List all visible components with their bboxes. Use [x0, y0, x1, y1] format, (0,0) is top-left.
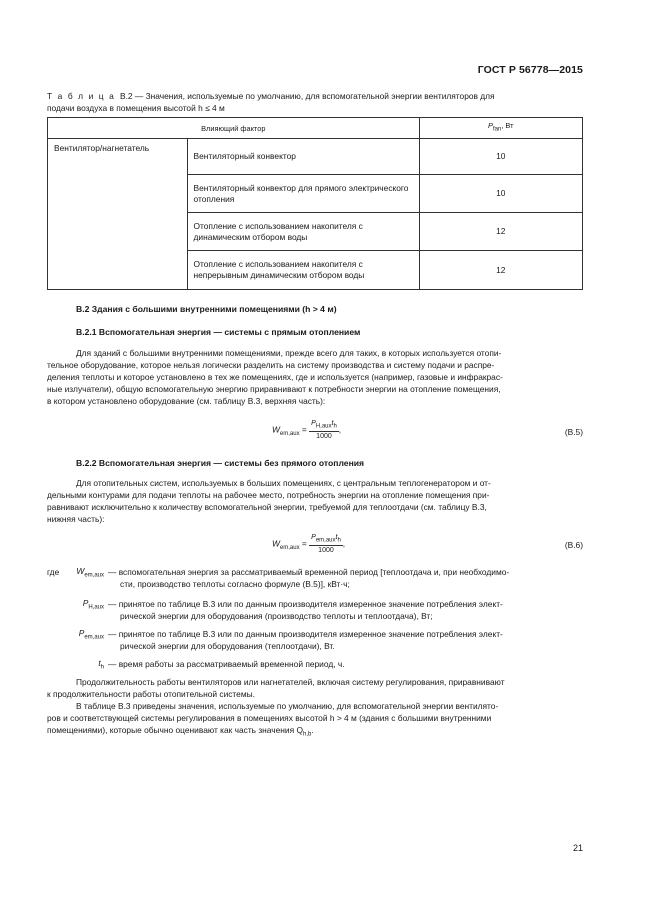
def-symbol-th: $t_h$: [98, 658, 104, 671]
table-caption-line1: В.2 — Значения, используемые по умолчанию, для вспомогательной энергии вентиляторов для: [120, 91, 495, 101]
section-b21-title: В.2.1 Вспомогательная энергия — системы с прямым отоплением: [76, 327, 361, 337]
default-values-table: [47, 117, 583, 290]
header-factor: Влияющий фактор: [48, 118, 420, 139]
section-b22-paragraph: Для отопительных систем, используемых в больших помещениях, с центральным теплогенератором и от- дельными контурами для подачи теплоты на рабочее место, потребность энергии на отопление помещения при- равнивают исключительно к количеству вспомогательной энергии, требуемой для теплоотдачи (см. таблицу В.3, нижняя часть):: [47, 478, 491, 524]
def-symbol-pem: $P_{em,aux}$: [78, 628, 104, 641]
def-text-w: — вспомогательная энергия за рассматриваемый временной период [теплоотдача и, при необходимо- сти, производство теплоты согласно формуле (В.5)], кВт·ч;: [108, 567, 510, 589]
table-caption-prefix: Т а б л и ц а: [47, 91, 116, 101]
table-caption: [47, 90, 583, 114]
def-text-ph: — принятое по таблице В.3 или по данным производителя измеренное значение потребления элект- рической энергии для оборудования (производство теплоты и теплоотдача), Вт;: [108, 599, 503, 621]
closing-paragraph-1: Продолжительность работы вентиляторов или нагнетателей, включая систему регулирования, приравнивают к продолжительности работы отопительной системы.: [47, 677, 505, 699]
definitions-where: где: [47, 567, 60, 577]
standard-header: ГОСТ Р 56778—2015: [477, 64, 583, 76]
table-row: [48, 139, 583, 175]
table-caption-line2: подачи воздуха в помещения высотой h ≤ 4 м: [47, 103, 225, 113]
header-power: $P_{fan}$, Вт: [419, 118, 582, 139]
factor-cell: Вентиляторный конвектор для прямого электрического отопления: [187, 175, 419, 213]
factor-cell: Отопление с использованием накопителя с динамическим отбором воды: [187, 213, 419, 251]
section-b2-title: В.2 Здания с большими внутренними помещениями (h > 4 м): [76, 304, 337, 314]
table-header-row: [48, 118, 583, 139]
group-label: Вентилятор/нагнетатель: [48, 139, 188, 290]
section-b22-title: В.2.2 Вспомогательная энергия — системы без прямого отопления: [76, 458, 365, 468]
value-cell: 12: [419, 251, 582, 290]
def-symbol-ph: $P_{H,aux}$: [82, 598, 104, 611]
value-cell: 10: [419, 139, 582, 175]
value-cell: 10: [419, 175, 582, 213]
formula-b5: $W_{em,aux}$ = $\frac{P_{H,aux}t_h}{1000}$ ,: [272, 420, 342, 441]
section-b21-paragraph: Для зданий с большими внутренними помещениями, прежде всего для таких, в которых используется отопи- тельное оборудование, которое нельзя логически разделить на систему производства и систему подачи и распре- деления теплоты и которое установлено в тех же помещениях, где и используется (например, газовые и инфракрас- ные излучатели), общую вспомогательную энергию приравнивают к потребности энергии на отопление помещения, в котором установлено оборудование (см. таблицу В.3, верхняя часть):: [47, 348, 503, 406]
formula-number-b5: (В.5): [564, 427, 583, 437]
page-number: 21: [572, 843, 583, 853]
factor-cell: Вентиляторный конвектор: [187, 139, 419, 175]
closing-paragraph-2: В таблице В.3 приведены значения, используемые по умолчанию, для вспомогательной энергии вентилято- ров и соответствующей системы регулирования в помещениях высотой h > 4 м (здания с большими внутренними помещениями), которые обычно оценивают как часть значения $Q_{h,b}$.: [47, 701, 499, 738]
formula-b6: $W_{em,aux}$ = $\frac{P_{em,aux}t_h}{1000}$ ,: [272, 534, 346, 555]
def-text-th: — время работы за рассматриваемый временной период, ч.: [108, 659, 345, 669]
formula-number-b6: (В.6): [564, 540, 583, 550]
def-text-pem: — принятое по таблице В.3 или по данным производителя измеренное значение потребления элект- рической энергии для оборудования (теплоотдачи), Вт.: [108, 629, 503, 651]
factor-cell: Отопление с использованием накопителя с непрерывным динамическим отбором воды: [187, 251, 419, 290]
def-symbol-w: $W_{em,aux}$: [76, 566, 104, 579]
value-cell: 12: [419, 213, 582, 251]
